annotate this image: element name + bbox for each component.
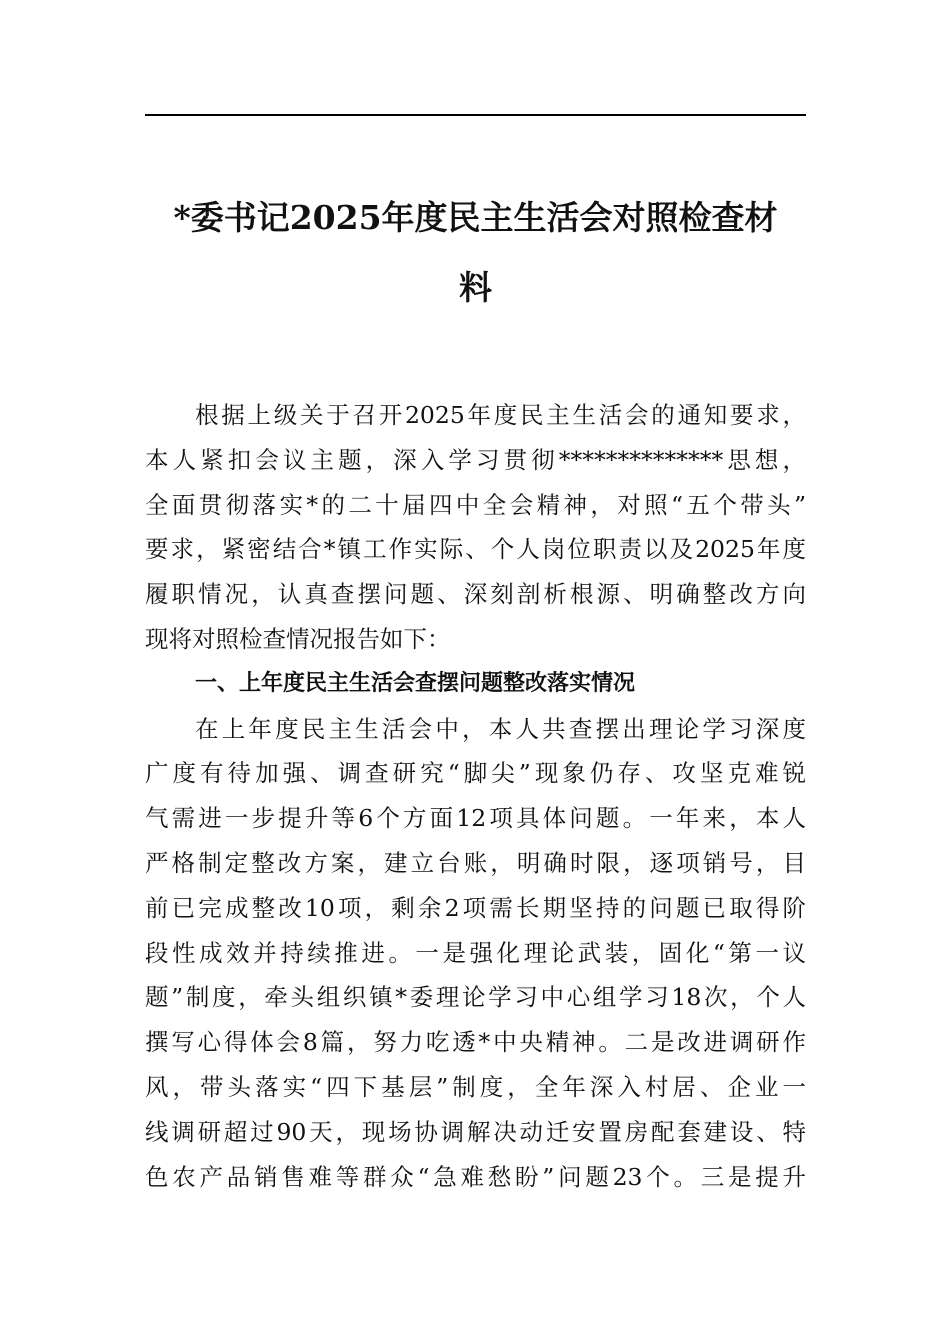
text-line: 前已完成整改10项，剩余2项需长期坚持的问题已取得阶 bbox=[145, 893, 806, 922]
text-line: 严格制定整改方案，建立台账，明确时限，逐项销号，目 bbox=[145, 848, 806, 877]
text-line: 气需进一步提升等6个方面12项具体问题。一年来，本人 bbox=[145, 804, 806, 833]
text-line: 段性成效并持续推进。一是强化理论武装，固化“第一议 bbox=[145, 938, 806, 967]
text-line: 色农产品销售难等群众“急难愁盼”问题23个。三是提升 bbox=[145, 1162, 806, 1191]
document-title-continued: 料 bbox=[459, 268, 492, 307]
text-line: 履职情况，认真查摆问题、深刻剖析根源、明确整改方向 bbox=[145, 580, 806, 609]
text-line: 本人紧扣会议主题，深入学习贯彻**************思想， bbox=[145, 445, 806, 474]
document-title: *委书记2025年度民主生活会对照检查材 bbox=[173, 198, 778, 237]
text-line: 广度有待加强、调查研究“脚尖”现象仍存、攻坚克难锐 bbox=[145, 759, 806, 788]
text-line: 现将对照检查情况报告如下： bbox=[145, 624, 451, 653]
text-line: 线调研超过90天，现场协调解决动迁安置房配套建设、特 bbox=[145, 1117, 806, 1146]
text-line: 撰写心得体会8篇，努力吃透*中央精神。二是改进调研作 bbox=[145, 1028, 806, 1057]
text-line: 题”制度，牵头组织镇*委理论学习中心组学习18次，个人 bbox=[145, 983, 806, 1012]
header-rule bbox=[145, 114, 806, 116]
text-line: 根据上级关于召开2025年度民主生活会的通知要求， bbox=[195, 401, 806, 429]
document-body bbox=[145, 393, 806, 1199]
text-line: 要求，紧密结合*镇工作实际、个人岗位职责以及2025年度 bbox=[145, 535, 806, 564]
paragraph-intro bbox=[145, 393, 806, 662]
text-line: 在上年度民主生活会中，本人共查摆出理论学习深度 bbox=[195, 714, 806, 743]
text-line: 全面贯彻落实*的二十届四中全会精神，对照“五个带头” bbox=[145, 490, 806, 519]
text-line: 风，带头落实“四下基层”制度，全年深入村居、企业一 bbox=[145, 1072, 806, 1101]
section-heading: 一、上年度民主生活会查摆问题整改落实情况 bbox=[195, 670, 636, 696]
paragraph-rectification bbox=[145, 707, 806, 1200]
